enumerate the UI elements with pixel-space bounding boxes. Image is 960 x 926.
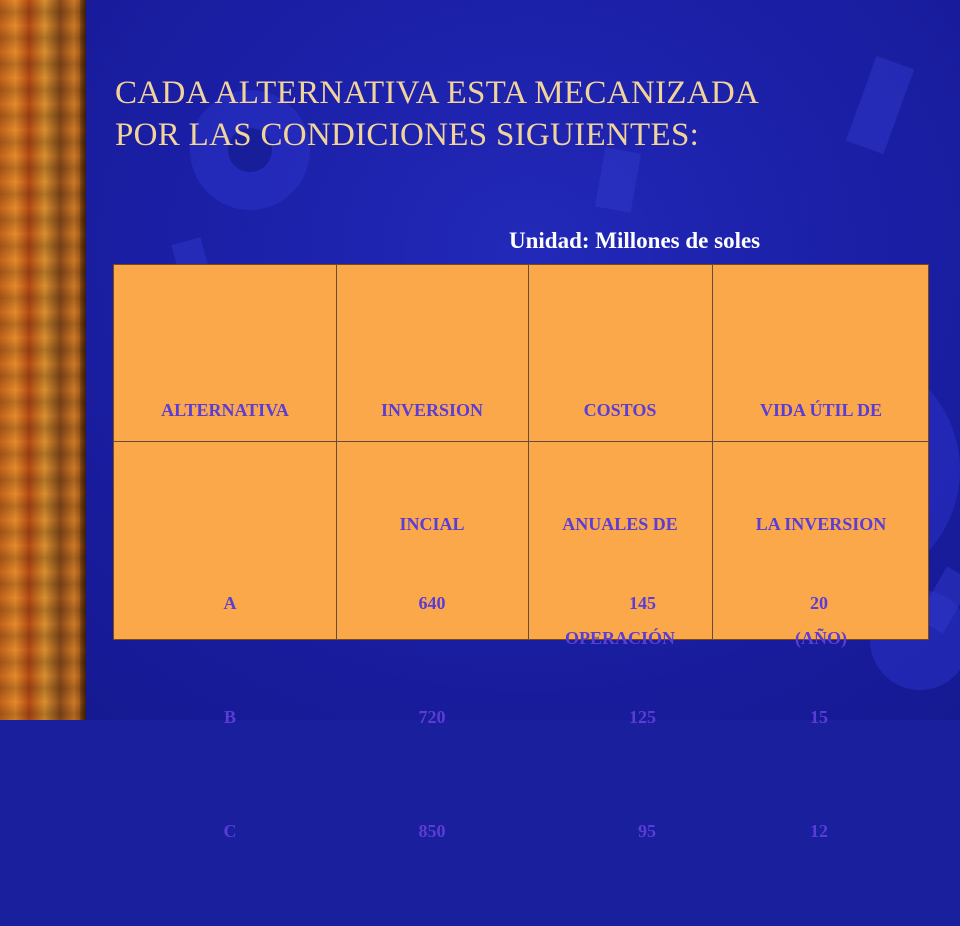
title-line-1: CADA ALTERNATIVA ESTA MECANIZADA [115,75,760,111]
column-costos-values [584,508,656,926]
header-text: ANUALES DE [562,514,678,534]
table-cell: 15 [810,707,828,727]
alternatives-table [113,264,929,841]
unit-label: Unidad: Millones de soles [509,228,761,253]
header-text: COSTOS [583,400,657,420]
header-text: (AÑO) [795,628,847,648]
header-text: ALTERNATIVA [161,400,289,420]
table-cell: 850 [418,821,446,841]
header-alternativa [122,315,328,505]
header-text: INVERSION [380,400,484,420]
header-text: VIDA ÚTIL DE [759,400,883,420]
column-divider [336,265,337,639]
table-cell: 12 [810,821,828,841]
title-line-2: POR LAS CONDICIONES SIGUIENTES: [115,117,700,153]
left-decorative-strip [0,0,86,720]
table-cell: 640 [418,593,446,613]
table-cell: 20 [810,593,828,613]
column-inversion-values [382,508,482,926]
column-divider [712,265,713,639]
table-cell: 95 [638,821,656,841]
table-cell: C [223,821,237,841]
header-text: LA INVERSION [755,514,887,534]
column-vida-util-values [774,508,864,926]
header-text: OPERACIÓN [564,628,675,648]
header-text: INCIAL [399,514,465,534]
table-cell: A [223,593,237,613]
column-divider [528,265,529,639]
column-alternativa-values [184,508,276,926]
table-cell: B [223,707,236,727]
slide-title [115,72,915,156]
table-cell: 145 [629,593,656,613]
table-cell: 125 [629,707,656,727]
table-cell: 720 [418,707,446,727]
